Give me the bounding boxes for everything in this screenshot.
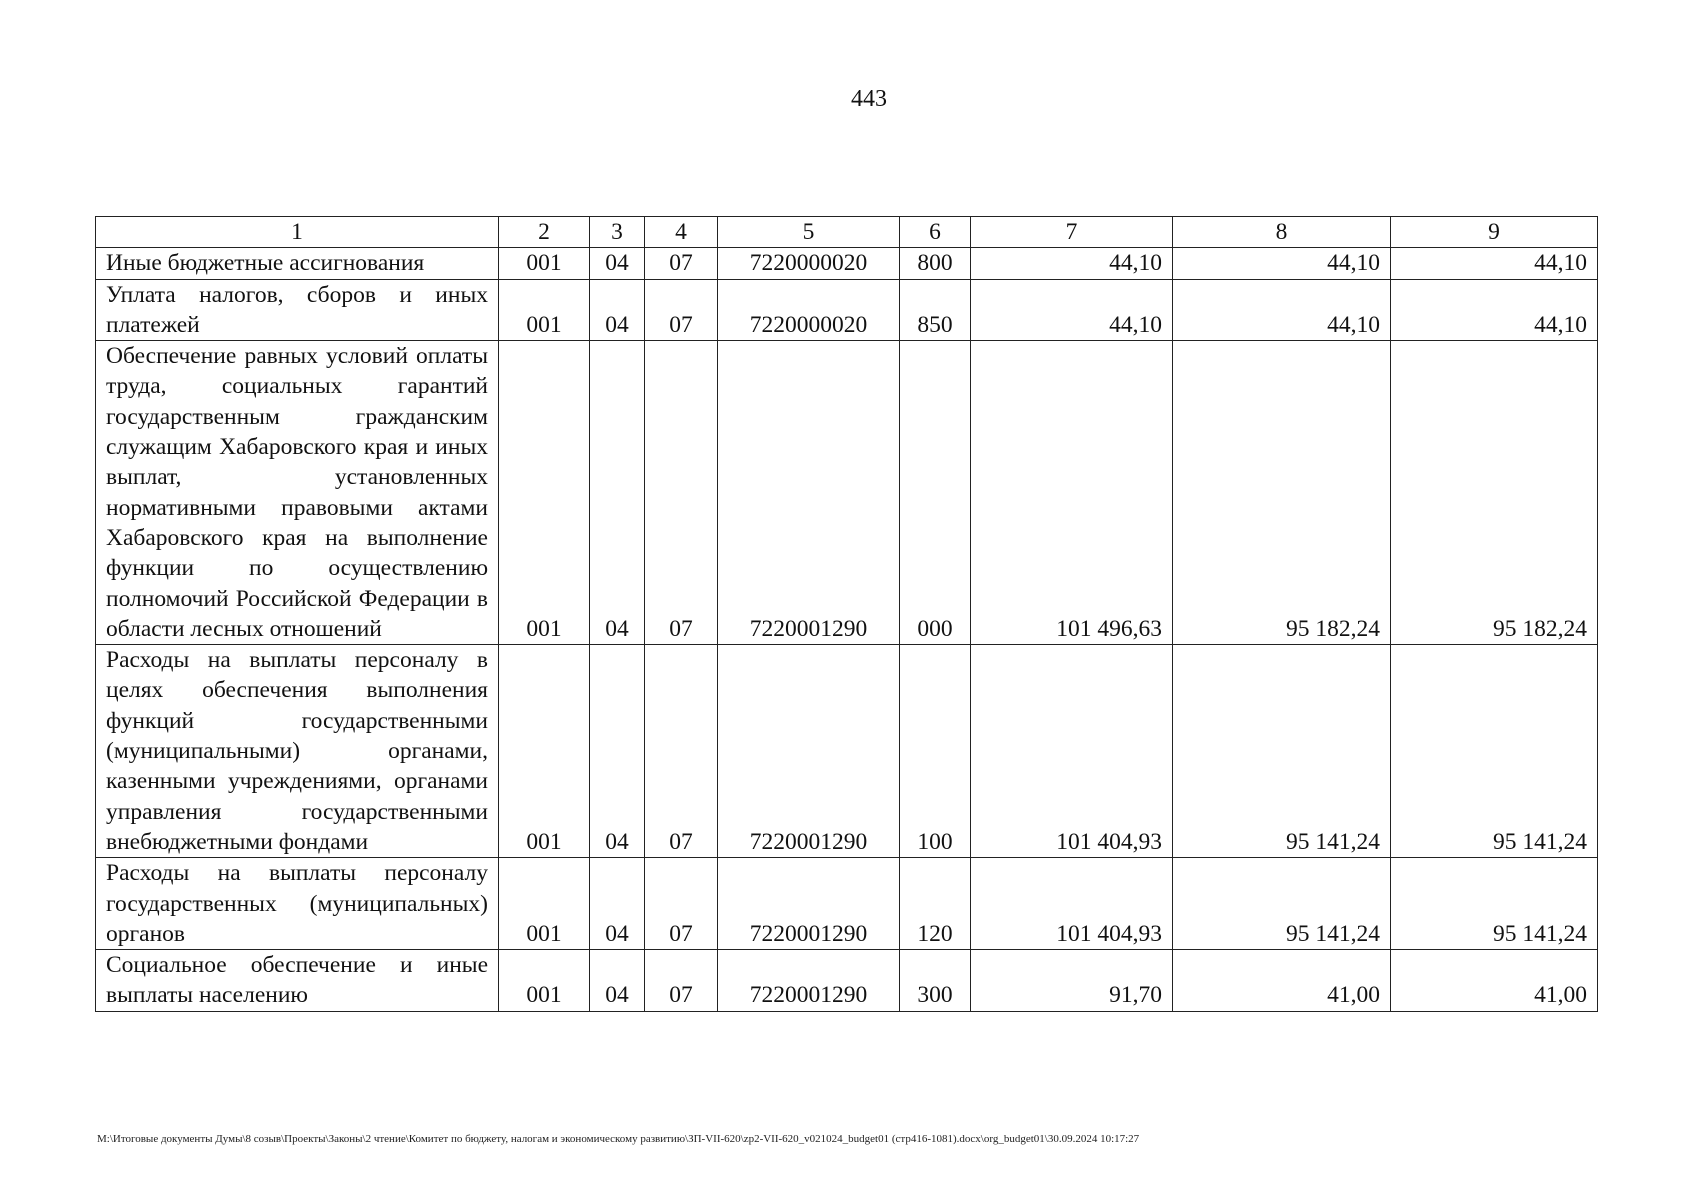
code-cell: 001: [499, 858, 590, 950]
code-cell: 07: [645, 341, 718, 645]
amount-cell: 41,00: [1173, 950, 1391, 1012]
code-cell: 120: [900, 858, 971, 950]
code-cell: 001: [499, 248, 590, 279]
code-cell: 04: [590, 645, 645, 858]
code-cell: 001: [499, 279, 590, 341]
column-header: 3: [590, 217, 645, 248]
column-header: 9: [1391, 217, 1598, 248]
column-header: 5: [718, 217, 900, 248]
code-cell: 07: [645, 950, 718, 1012]
code-cell: 04: [590, 950, 645, 1012]
amount-cell: 95 141,24: [1173, 645, 1391, 858]
amount-cell: 95 182,24: [1391, 341, 1598, 645]
column-header: 8: [1173, 217, 1391, 248]
amount-cell: 44,10: [971, 279, 1173, 341]
code-cell: 000: [900, 341, 971, 645]
code-cell: 07: [645, 858, 718, 950]
code-cell: 04: [590, 858, 645, 950]
amount-cell: 95 141,24: [1391, 645, 1598, 858]
row-name-cell: Социальное обеспечение и иные выплаты населению: [96, 950, 499, 1012]
code-cell: 300: [900, 950, 971, 1012]
row-name-cell: Иные бюджетные ассигнования: [96, 248, 499, 279]
code-cell: 800: [900, 248, 971, 279]
row-name-cell: Расходы на выплаты персоналу государственных (муниципальных) органов: [96, 858, 499, 950]
amount-cell: 101 496,63: [971, 341, 1173, 645]
row-name-cell: Обеспечение равных условий оплаты труда, социальных гарантий государственным гражданским служащим Хабаровского края и иных выплат, установленных нормативными правовыми актами Хабаровского края на выполнение функции по осуществлению полномочий Российской Федерации в области лесных отношений: [96, 341, 499, 645]
code-cell: 7220001290: [718, 858, 900, 950]
column-header: 1: [96, 217, 499, 248]
code-cell: 04: [590, 341, 645, 645]
code-cell: 07: [645, 248, 718, 279]
row-name-cell: Расходы на выплаты персоналу в целях обеспечения выполнения функций государственными (муниципальными) органами, казенными учреждениями, органами управления государственными внебюджетными фондами: [96, 645, 499, 858]
column-header: 2: [499, 217, 590, 248]
code-cell: 07: [645, 279, 718, 341]
amount-cell: 44,10: [1173, 279, 1391, 341]
code-cell: 7220001290: [718, 950, 900, 1012]
code-cell: 7220000020: [718, 279, 900, 341]
column-header: 6: [900, 217, 971, 248]
document-file-path: M:\Итоговые документы Думы\8 созыв\Проекты\Законы\2 чтение\Комитет по бюджету, налогам и экономическому развитию\ЗП-VII-620\zp2-VII-620_v021024_budget01 (стр416-1081).docx\org_budget01\30.09.2024 10:17:27: [97, 1133, 1140, 1145]
column-header: 7: [971, 217, 1173, 248]
code-cell: 850: [900, 279, 971, 341]
table-row: [96, 950, 1598, 1012]
row-name-cell: Уплата налогов, сборов и иных платежей: [96, 279, 499, 341]
code-cell: 7220001290: [718, 645, 900, 858]
amount-cell: 101 404,93: [971, 858, 1173, 950]
column-header: 4: [645, 217, 718, 248]
amount-cell: 95 141,24: [1391, 858, 1598, 950]
code-cell: 04: [590, 248, 645, 279]
amount-cell: 44,10: [1173, 248, 1391, 279]
budget-table: [95, 216, 1598, 1012]
code-cell: 001: [499, 645, 590, 858]
table-row: [96, 279, 1598, 341]
code-cell: 100: [900, 645, 971, 858]
code-cell: 7220001290: [718, 341, 900, 645]
amount-cell: 44,10: [971, 248, 1173, 279]
code-cell: 001: [499, 341, 590, 645]
table-row: [96, 858, 1598, 950]
amount-cell: 95 182,24: [1173, 341, 1391, 645]
amount-cell: 44,10: [1391, 279, 1598, 341]
page-number: 443: [851, 86, 887, 112]
table-row: [96, 341, 1598, 645]
amount-cell: 91,70: [971, 950, 1173, 1012]
amount-cell: 101 404,93: [971, 645, 1173, 858]
table-row: [96, 248, 1598, 279]
code-cell: 7220000020: [718, 248, 900, 279]
table-row: [96, 645, 1598, 858]
amount-cell: 41,00: [1391, 950, 1598, 1012]
header-row: [96, 217, 1598, 248]
code-cell: 07: [645, 645, 718, 858]
amount-cell: 44,10: [1391, 248, 1598, 279]
code-cell: 04: [590, 279, 645, 341]
amount-cell: 95 141,24: [1173, 858, 1391, 950]
code-cell: 001: [499, 950, 590, 1012]
